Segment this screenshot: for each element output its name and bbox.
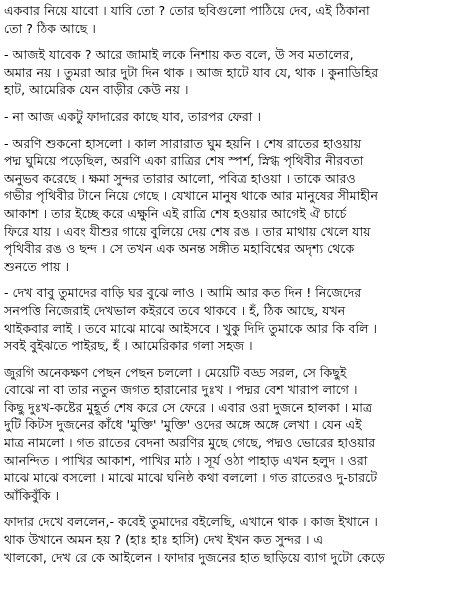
text-line: খালকো, দেখ রে কে আইলেন । ফাদার দুজনের হাত ছাড়িয়ে ব্যাগ দুটো কেড়ে <box>4 549 385 565</box>
text-line: তো ? ঠিক আছে । <box>4 20 96 36</box>
text-line: শুনতে পায় । <box>4 258 69 274</box>
paragraph <box>4 2 454 37</box>
text-line: - দেখ বাবু তুমাদের বাড়ি ঘর বুঝে লাও । আমি আর কত দিন ! নিজেদের <box>4 285 362 301</box>
text-line: আঁকিবুঁকি । <box>4 487 60 503</box>
paragraph <box>4 135 454 276</box>
text-line: ফিরে যায় । এবং যীশুর গায়ে বুলিয়ে দেয় শেষ রঙ । তার মাথায় খেলে যায় <box>4 223 371 239</box>
text-line: দুটি কিটস দুজনের কাঁধে 'মুক্তি' 'মুক্তি' ওদের অঙ্গে অঙ্গে লেখা । যেন এই <box>4 417 362 433</box>
text-line: - না আজ একটু ফাদারের কাছে যাব, তারপর ফেরা । <box>4 108 261 124</box>
text-line: সবই বুইঝতে পাইরছ, হঁ । আমেরিকার গলা সহজ । <box>4 338 253 354</box>
text-line: একবার নিয়ে যাবো । যাবি তো ? তোর ছবিগুলো পাঠিয়ে দেব, এই ঠিকানা <box>4 3 370 18</box>
text-line: পৃথিবীর রঙ ও ছন্দ । সে তখন এক অনন্ত সঙ্গীত মহাবিশ্বের অদৃশ্য থেকে <box>4 241 355 257</box>
paragraph <box>4 108 454 126</box>
text-line: অমার নয় । তুমরা আর দুটা দিন থাক । আজ হাটে যাব যে, থাক । কুনাডিহির <box>4 64 379 80</box>
text-line: জুরগি অনেকক্ষণ পেছন পেছন চললো । মেয়েটি বড্ড সরল, সে কিছুই <box>4 364 347 380</box>
paragraph <box>4 364 454 505</box>
text-line: - আজই যাবেক ? আরে জামাই লকে নিশায় কত বলে, উ সব মতালের, <box>4 47 354 63</box>
text-line: - অরণি শুকনো হাসলো । কাল সারারাত ঘুম হয়নি । শেষ রাতের হাওয়ায় <box>4 135 362 151</box>
text-line: বোঝে না বা তার নতুন জগত হারানোর দুঃখ । পদ্মর বেশ খারাপ লাগে । <box>4 382 358 398</box>
paragraph <box>4 513 454 566</box>
text-line: অনুভব করেছে । ক্ষমা সুন্দর তারার আলো, পবিত্র হাওয়া । তাকে আরও <box>4 170 356 186</box>
text-line: আকাশ । তার ইচ্ছে করে এক্ষুনি এই রাত্রি শেষ হওয়ার আগেই ঐ চার্চে <box>4 205 347 221</box>
text-line: মাঝে মাঝে বসলো । মাঝে মাঝে ঘনিষ্ঠ কথা বললো । গত রাতেরও দু-চারটে <box>4 470 378 486</box>
paragraph <box>4 46 454 99</box>
text-line: হাট, আমেরিক যেন বাড়ীর কেউ নয় । <box>4 82 189 98</box>
text-line: পদ্ম ঘুমিয়ে পড়েছিল, অরণি একা রাত্রির শেষ স্পর্শ, স্নিগ্ধ পৃথিবীর নীরবতা <box>4 153 364 169</box>
text-line: আনন্দিত । পাখির আকাশ, পাখির মাঠ । সূর্য ওঠা পাহাড় এখন হলুদ । ওরা <box>4 452 368 468</box>
text-line: গভীর পৃথিবীর টানে নিয়ে গেছে । যেখানে মানুষ থাকে আর মানুষের সীমাহীন <box>4 188 378 204</box>
text-line: থাক উখানে অমন হয় ? (হাঃ হাঃ হাসি) দেখ ইখন কত সুন্দর । এ <box>4 532 324 548</box>
paragraph <box>4 284 454 354</box>
text-line: কিছু দুঃখ-কষ্টের মুহূর্ত শেষ করে সে ফেরে । এবার ওরা দুজনে হালকা । মাত্র <box>4 399 373 415</box>
document-page <box>4 2 454 575</box>
text-line: ফাদার দেখে বললেন,- কবেই তুমাদের বইলেছি, এখানে থাক । কাজ ইখানে । <box>4 514 378 530</box>
text-line: মাত্র নামলো । গত রাতের বেদনা অরণির মুছে গেছে, পদ্মও ভোরের হাওয়ার <box>4 435 376 451</box>
text-line: সনপত্তি নিজেরাই দেখভাল কইরবে তবে থাকবে । হঁ, ঠিক আছে, যখন <box>4 302 346 318</box>
text-line: থাইকবার লাই । তবে মাঝে মাঝে আইসবে । খুকু দিদি তুমাকে আর কি বলি । <box>4 320 378 336</box>
